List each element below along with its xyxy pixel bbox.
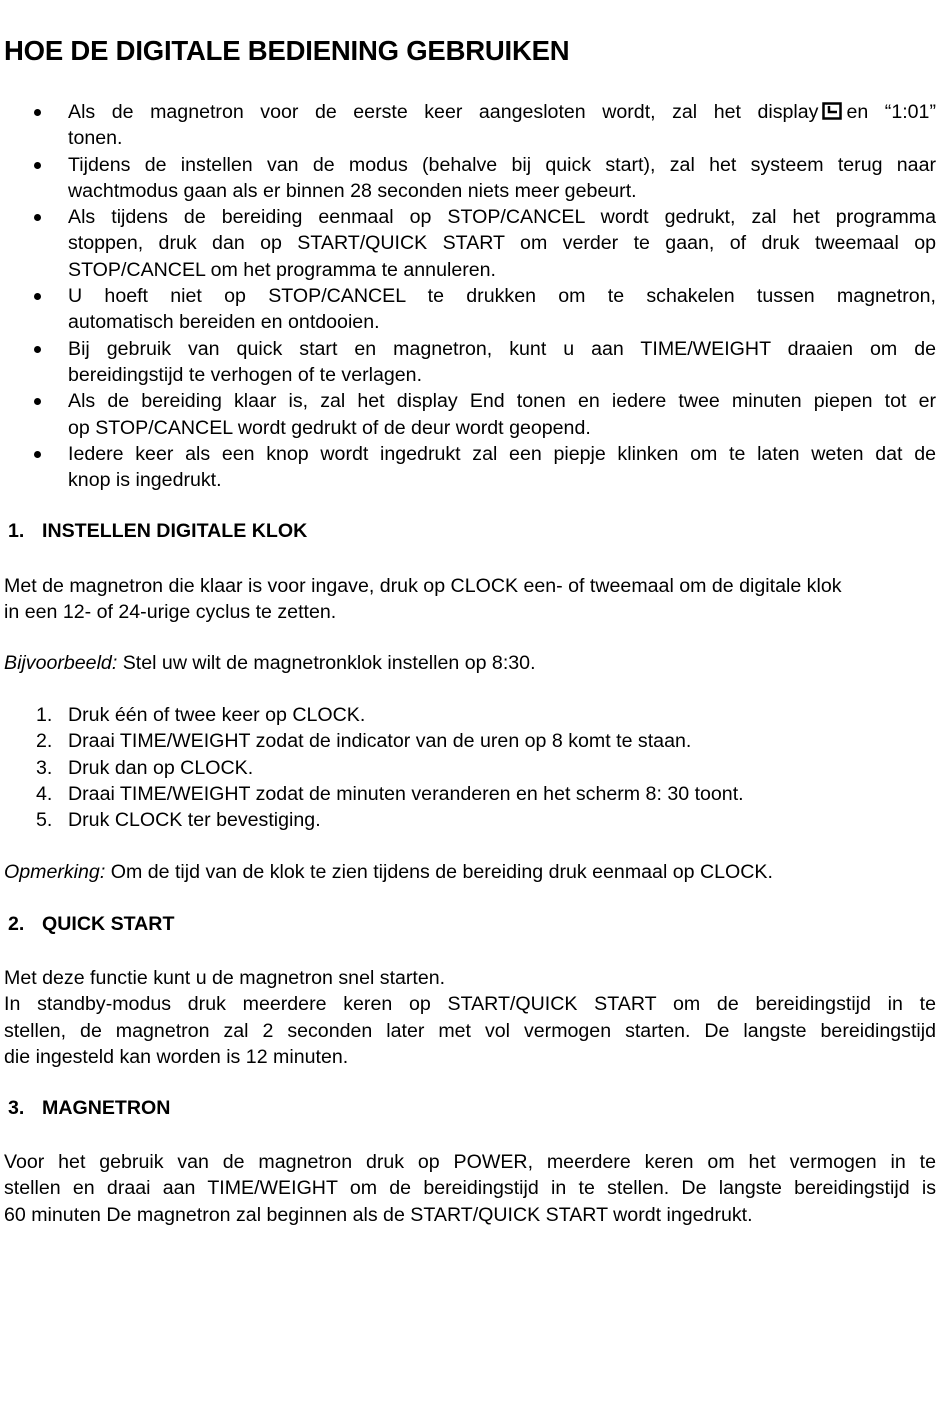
bullet-line: op STOP/CANCEL wordt gedrukt of de deur wordt geopend. bbox=[68, 416, 591, 439]
note-label: Opmerking: bbox=[4, 861, 106, 883]
bullet-line: automatisch bereiden en ontdooien. bbox=[68, 311, 380, 334]
bullet-item bbox=[4, 441, 936, 494]
bullet-dot-icon bbox=[34, 109, 41, 116]
section-number: 1. bbox=[8, 520, 25, 542]
clock-display-icon bbox=[822, 102, 842, 120]
step-number: 1. bbox=[36, 704, 53, 726]
clock-steps-list bbox=[4, 702, 744, 833]
step-number: 2. bbox=[36, 730, 53, 753]
section-magnetron-text bbox=[4, 1149, 936, 1228]
section-title: INSTELLEN DIGITALE KLOK bbox=[42, 520, 308, 542]
bullet-dot-icon bbox=[34, 346, 41, 353]
paragraph-line: 60 minuten De magnetron zal beginnen als de START/QUICK START wordt ingedrukt. bbox=[4, 1203, 753, 1226]
paragraph-line: stellen en draai aan TIME/WEIGHT om de bereidingstijd in te stellen. De langste bereidingstijd is bbox=[4, 1177, 936, 1200]
step-item bbox=[4, 807, 744, 833]
step-text: Druk dan op CLOCK. bbox=[68, 756, 254, 779]
bullet-item bbox=[4, 152, 936, 205]
step-number: 3. bbox=[36, 756, 53, 779]
step-text: Draai TIME/WEIGHT zodat de minuten veranderen en het scherm 8: 30 toont. bbox=[68, 782, 744, 805]
bullet-line: knop is ingedrukt. bbox=[68, 469, 222, 492]
step-item bbox=[4, 702, 744, 728]
step-number: 5. bbox=[36, 809, 53, 832]
bullet-dot-icon bbox=[34, 214, 41, 221]
paragraph-line: Voor het gebruik van de magnetron druk op POWER, meerdere keren om het vermogen in te bbox=[4, 1151, 936, 1173]
bullet-line: wachtmodus gaan als er binnen 28 seconden niets meer gebeurt. bbox=[68, 179, 637, 202]
section-quick-start-text bbox=[4, 965, 936, 1070]
bullet-item bbox=[4, 99, 936, 152]
section-heading-magnetron bbox=[8, 1097, 170, 1120]
section-heading-clock bbox=[8, 520, 307, 543]
step-item bbox=[4, 781, 744, 807]
paragraph-line: Met de magnetron die klaar is voor ingave, druk op CLOCK een- of tweemaal om de digitale klok bbox=[4, 575, 842, 597]
bullet-item bbox=[4, 336, 936, 389]
step-text: Druk CLOCK ter bevestiging. bbox=[68, 809, 321, 832]
bullet-item bbox=[4, 388, 936, 441]
section-title: MAGNETRON bbox=[42, 1097, 171, 1119]
bullet-item bbox=[4, 204, 936, 283]
bullet-dot-icon bbox=[34, 293, 41, 300]
bullet-dot-icon bbox=[34, 398, 41, 405]
bullet-line: Als de bereiding klaar is, zal het display End tonen en iedere twee minuten piepen tot er bbox=[68, 390, 936, 413]
bullet-line: Bij gebruik van quick start en magnetron, kunt u aan TIME/WEIGHT draaien om de bbox=[68, 337, 936, 360]
step-number: 4. bbox=[36, 782, 53, 805]
page-title: HOE DE DIGITALE BEDIENING GEBRUIKEN bbox=[4, 35, 570, 66]
section-title: QUICK START bbox=[42, 913, 175, 935]
bullet-line: Als de magnetron voor de eerste keer aangesloten wordt, zal het display en “1:01” bbox=[68, 101, 936, 123]
paragraph-line: in een 12- of 24-urige cyclus te zetten. bbox=[4, 601, 337, 624]
bullet-dot-icon bbox=[34, 162, 41, 169]
note-paragraph bbox=[4, 859, 936, 885]
section-heading-quick-start bbox=[8, 913, 174, 936]
bullet-line: stoppen, druk dan op START/QUICK START om verder te gaan, of druk tweemaal op bbox=[68, 232, 936, 255]
bullet-line: Als tijdens de bereiding eenmaal op STOP/CANCEL wordt gedrukt, zal het programma bbox=[68, 206, 936, 229]
bullet-line: bereidingstijd te verhogen of te verlagen. bbox=[68, 363, 423, 386]
step-item bbox=[4, 728, 744, 754]
bullet-dot-icon bbox=[34, 451, 41, 458]
bullet-line: U hoeft niet op STOP/CANCEL te drukken om te schakelen tussen magnetron, bbox=[68, 285, 936, 308]
bullet-line: Tijdens de instellen van de modus (behalve bij quick start), zal het systeem terug naar bbox=[68, 153, 936, 176]
step-item bbox=[4, 755, 744, 781]
example-label: Bijvoorbeeld: bbox=[4, 652, 118, 674]
paragraph-line: die ingesteld kan worden is 12 minuten. bbox=[4, 1045, 349, 1068]
example-paragraph bbox=[4, 650, 936, 676]
section-clock-intro bbox=[4, 573, 936, 626]
example-text: Stel uw wilt de magnetronklok instellen op 8:30. bbox=[117, 652, 536, 674]
bullet-line: tonen. bbox=[68, 127, 123, 150]
section-number: 3. bbox=[8, 1097, 25, 1119]
bullet-line: STOP/CANCEL om het programma te annuleren. bbox=[68, 258, 496, 281]
instruction-bullet-list bbox=[4, 99, 936, 493]
paragraph-line: stellen, de magnetron zal 2 seconden later met vol vermogen starten. De langste bereidingstijd bbox=[4, 1019, 936, 1042]
note-text: Om de tijd van de klok te zien tijdens de bereiding druk eenmaal op CLOCK. bbox=[105, 861, 773, 883]
section-number: 2. bbox=[8, 913, 25, 935]
bullet-item bbox=[4, 283, 936, 336]
step-text: Druk één of twee keer op CLOCK. bbox=[68, 704, 366, 726]
step-text: Draai TIME/WEIGHT zodat de indicator van de uren op 8 komt te staan. bbox=[68, 730, 692, 753]
paragraph-line: In standby-modus druk meerdere keren op START/QUICK START om de bereidingstijd in te bbox=[4, 993, 936, 1016]
bullet-line: Iedere keer als een knop wordt ingedrukt zal een piepje klinken om te laten weten dat de bbox=[68, 442, 936, 465]
paragraph-line: Met deze functie kunt u de magnetron snel starten. bbox=[4, 967, 446, 989]
